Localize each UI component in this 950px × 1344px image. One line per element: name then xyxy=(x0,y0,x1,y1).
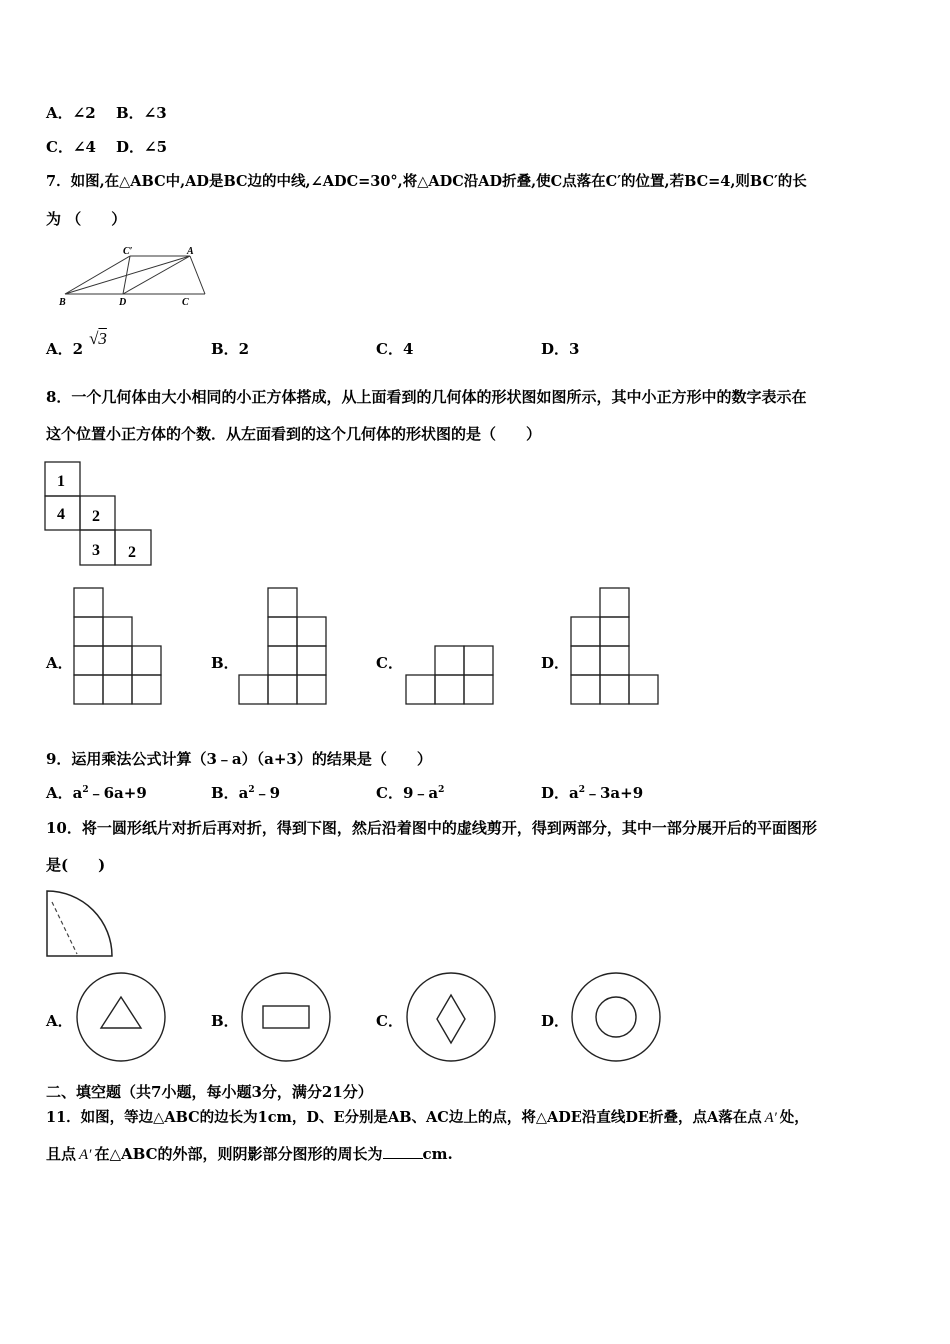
q8-option-b-label: B． xyxy=(211,654,239,672)
q8-option-d-label: D． xyxy=(541,654,570,672)
q7-option-a: A．2√3 xyxy=(46,329,107,358)
q8-stem-line2: 这个位置小正方体的个数．从左面看到的这个几何体的形状图的是（ ） xyxy=(46,425,542,443)
q9-option-b: B．$a^2﹣9$ xyxy=(211,784,281,802)
q7-stem-line1: 7．如图,在△ABC中,AD是BC边的中线,∠ADC=30°,将△ADC沿AD折叠,使C点落在C′的位置,若BC=4,则BC′的长 xyxy=(46,173,807,190)
q8-option-d-figure xyxy=(569,586,661,708)
q7-option-b: B．2 xyxy=(211,340,250,358)
q10-option-b-figure xyxy=(239,970,333,1064)
q7-option-d: D．3 xyxy=(541,340,580,358)
svg-text:2: 2 xyxy=(128,544,136,561)
q11-answer-blank[interactable] xyxy=(383,1144,423,1159)
q10-option-c-label: C． xyxy=(376,1012,403,1030)
q10-stem-line2: 是( ) xyxy=(46,856,106,874)
rectangle-shape xyxy=(263,1006,309,1028)
section-2-title: 二、填空题（共7小题，每小题3分，满分21分） xyxy=(46,1083,373,1101)
q8-option-a-figure xyxy=(72,586,164,708)
label-c-prime: C′ xyxy=(123,246,133,257)
q8-stem-line1: 8．一个几何体由大小相同的小正方体搭成，从上面看到的几何体的形状图如图所示，其中小正方形中的数字表示在 xyxy=(46,388,807,406)
q6-option-c: C．∠4 xyxy=(46,138,96,156)
q10-folded-paper-figure xyxy=(44,888,118,960)
q10-option-a-figure xyxy=(74,970,168,1064)
q6-option-a: A．∠2 xyxy=(46,104,96,122)
q10-option-b-label: B． xyxy=(211,1012,239,1030)
svg-text:3: 3 xyxy=(92,542,100,559)
label-b: B xyxy=(59,297,66,308)
q8-option-c-label: C． xyxy=(376,654,403,672)
q9-option-c: C．$9﹣a^2$ xyxy=(376,784,445,802)
q9-option-d: D．$a^2﹣3a+9$ xyxy=(541,784,644,802)
q7-figure xyxy=(55,242,225,310)
svg-text:2: 2 xyxy=(92,508,100,525)
q11-stem-line1: 11．如图，等边△ABC的边长为1cm，D、E分别是AB、AC边上的点，将△ADE沿直线DE折叠，点A落在点 A′ 处， xyxy=(46,1109,809,1126)
label-c: C xyxy=(182,297,189,308)
diamond-shape xyxy=(437,995,465,1043)
q6-option-d: D．∠5 xyxy=(116,138,168,156)
q7-stem-line2: 为 （ ） xyxy=(46,210,127,228)
q8-option-c-figure xyxy=(404,586,496,708)
q7-radicand: 3 xyxy=(98,329,107,348)
triangle-shape xyxy=(101,997,141,1028)
q9-option-a: A．$a^2﹣6a+9$ xyxy=(46,784,147,802)
q9-stem: 9．运用乘法公式计算（3﹣a）（a+3）的结果是（ ） xyxy=(46,750,432,768)
q10-option-c-figure xyxy=(404,970,498,1064)
svg-text:4: 4 xyxy=(57,506,65,523)
q8-option-a-label: A． xyxy=(46,654,73,672)
q8-top-view-grid xyxy=(44,461,156,571)
inner-circle-shape xyxy=(596,997,636,1037)
label-d: D xyxy=(119,297,127,308)
q10-stem-line1: 10．将一圆形纸片对折后再对折，得到下图，然后沿着图中的虚线剪开，得到两部分，其中一部分展开后的平面图形 xyxy=(46,819,817,837)
q6-option-b: B．∠3 xyxy=(116,104,167,122)
q10-option-d-figure xyxy=(569,970,663,1064)
label-a: A xyxy=(187,246,194,257)
svg-text:1: 1 xyxy=(57,473,65,490)
q10-option-d-label: D． xyxy=(541,1012,570,1030)
q7-option-c: C．4 xyxy=(376,340,414,358)
q8-option-b-figure xyxy=(237,586,329,708)
q11-stem-line2: 且点 A′ 在△ABC的外部，则阴影部分图形的周长为 cm. xyxy=(46,1145,453,1163)
q10-option-a-label: A． xyxy=(46,1012,73,1030)
